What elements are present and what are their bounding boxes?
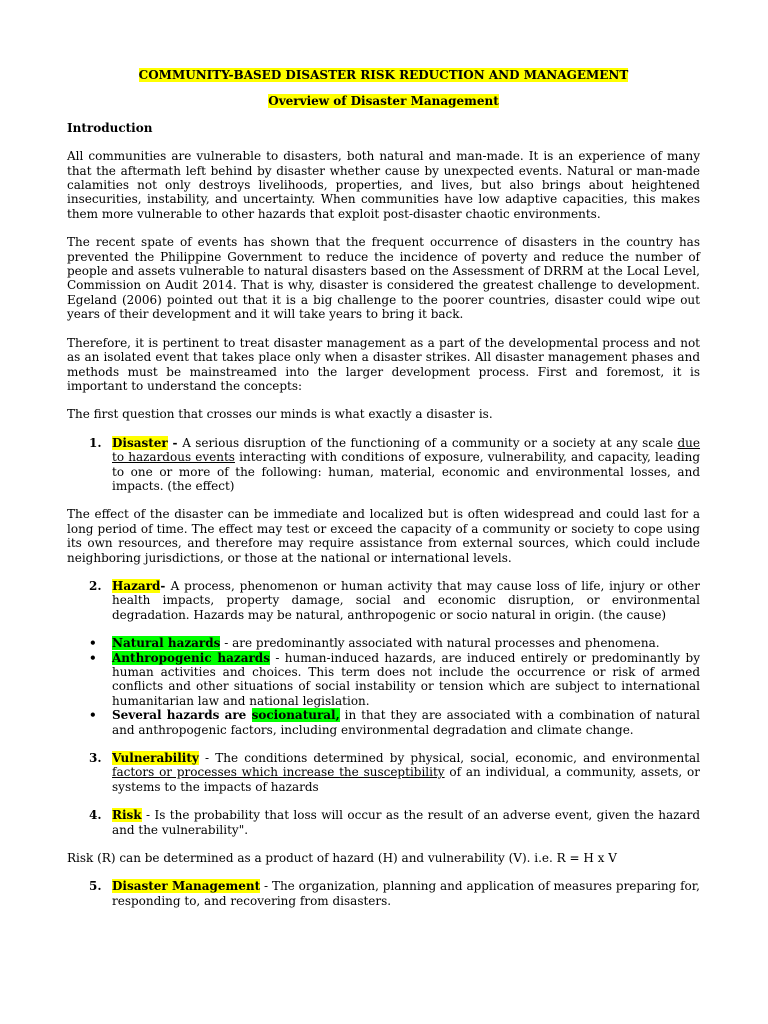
term-hazard: Hazard	[112, 578, 161, 593]
intro-paragraph-1: All communities are vulnerable to disasters, both natural and man-made. It is an experience of many that the aftermath left behind by disaster whether cause by unexpected events. Natural or man-made calamities not only destroys livelihoods, properties, and lives, but also brings about heightened insecurities, instability, and uncertainty. When communities have low adaptive capacities, this makes them more vulnerable to other hazards that exploit post-disaster chaotic environments.	[67, 149, 700, 221]
term-disaster: Disaster	[112, 435, 168, 450]
term-anthropogenic-hazards: Anthropogenic hazards	[112, 650, 270, 665]
term-separator: -	[160, 578, 171, 593]
definition-text: The organization, planning and application of measures preparing for, responding to, and recovering from disasters.	[112, 879, 700, 908]
definition-disaster-management	[67, 879, 700, 908]
bullet-icon: •	[89, 708, 97, 723]
list-item-socionatural-hazards	[67, 708, 700, 737]
underlined-phrase: factors or processes which increase the susceptibility	[112, 765, 445, 780]
intro-paragraph-4: The first question that crosses our minds is what exactly a disaster is.	[67, 407, 493, 422]
bullet-icon: •	[89, 650, 97, 665]
underlined-phrase: due to hazardous events	[112, 435, 701, 465]
definition-text: Is the probability that loss will occur as the result of an adverse event, given the hazard and the vulnerability".	[112, 808, 700, 837]
term-socionatural: socionatural,	[251, 708, 340, 723]
term-natural-hazards: Natural hazards	[112, 636, 221, 651]
term-separator: -	[167, 435, 183, 450]
intro-paragraph-2: The recent spate of events has shown that the frequent occurrence of disasters in the country has prevented the Philippine Government to reduce the incidence of poverty and reduce the number of people and assets vulnerable to natural disasters based on the Assessment of DRRM at the Local Level, Commission on Audit 2014. That is why, disaster is considered the greatest challenge to development. Egeland (2006) pointed out that it is a big challenge to the poorer countries, disaster could wipe out years of their development and it will take years to bring it back.	[67, 235, 700, 322]
document-subtitle	[67, 94, 700, 108]
term-separator: -	[198, 751, 216, 766]
risk-formula: Risk (R) can be determined as a product of hazard (H) and vulnerability (V). i.e. R = H x V	[67, 851, 617, 866]
item-number: 2.	[89, 578, 102, 593]
item-number: 4.	[89, 808, 102, 823]
definition-vulnerability	[67, 751, 700, 794]
effect-paragraph: The effect of the disaster can be immediate and localized but is often widespread and could last for a long period of time. The effect may test or exceed the capacity of a community or society to cope using its own resources, and therefore may require assistance from external sources, which could include neighboring jurisdictions, or those at the national or international levels.	[67, 507, 700, 565]
list-item-natural-hazards	[67, 636, 700, 650]
section-heading-introduction: Introduction	[67, 120, 153, 135]
definition-text: A process, phenomenon or human activity that may cause loss of life, injury or other health impacts, property damage, social and economic disruption, or environmental degradation. Hazards may be natural, anthropogenic or socio natural in origin. (the cause)	[112, 578, 700, 622]
bullet-text: - human-induced hazards, are induced entirely or predominantly by human activities and choices. This term does not include the occurrence or risk of armed conflicts and other situations of social instability or tension which are subject to international humanitarian law and national legislation.	[112, 650, 701, 708]
definition-text-continued: interacting with conditions of exposure, vulnerability, and capacity, leading to one or more of the following: human, material, economic and environmental losses, and impacts. (the effect)	[112, 450, 700, 493]
item-number: 1.	[89, 435, 102, 450]
definition-text-continued: of an individual, a community, assets, or systems to the impacts of hazards	[112, 765, 700, 794]
term-separator: -	[141, 808, 155, 823]
item-number: 3.	[89, 751, 102, 766]
bullet-text: - are predominantly associated with natural processes and phenomena.	[220, 636, 660, 651]
bullet-lead-text: Several hazards are	[112, 708, 252, 723]
definition-text: A serious disruption of the functioning of a community or a society at any scale	[182, 435, 678, 450]
bullet-text: in that they are associated with a combination of natural and anthropogenic factors, including environmental degradation and climate change.	[112, 708, 700, 737]
list-item-anthropogenic-hazards	[67, 651, 700, 709]
subtitle-highlight: Overview of Disaster Management	[268, 94, 499, 109]
term-risk: Risk	[112, 808, 142, 823]
definition-hazard	[67, 579, 700, 622]
document-body	[67, 68, 700, 922]
definition-text: The conditions determined by physical, social, economic, and environmental	[215, 751, 701, 766]
definition-disaster	[67, 436, 700, 494]
definition-risk	[67, 808, 700, 837]
term-separator: -	[260, 879, 272, 894]
title-highlight: COMMUNITY-BASED DISASTER RISK REDUCTION AND MANAGEMENT	[138, 68, 629, 82]
item-number: 5.	[89, 879, 102, 894]
hazard-types-list	[67, 636, 700, 737]
document-title	[67, 68, 700, 82]
bullet-icon: •	[89, 636, 97, 651]
term-vulnerability: Vulnerability	[112, 751, 199, 766]
intro-paragraph-3: Therefore, it is pertinent to treat disaster management as a part of the developmental process and not as an isolated event that takes place only when a disaster strikes. All disaster management phases and methods must be mainstreamed into the larger development process. First and foremost, it is important to understand the concepts:	[67, 335, 700, 393]
term-disaster-management: Disaster Management	[112, 879, 261, 894]
